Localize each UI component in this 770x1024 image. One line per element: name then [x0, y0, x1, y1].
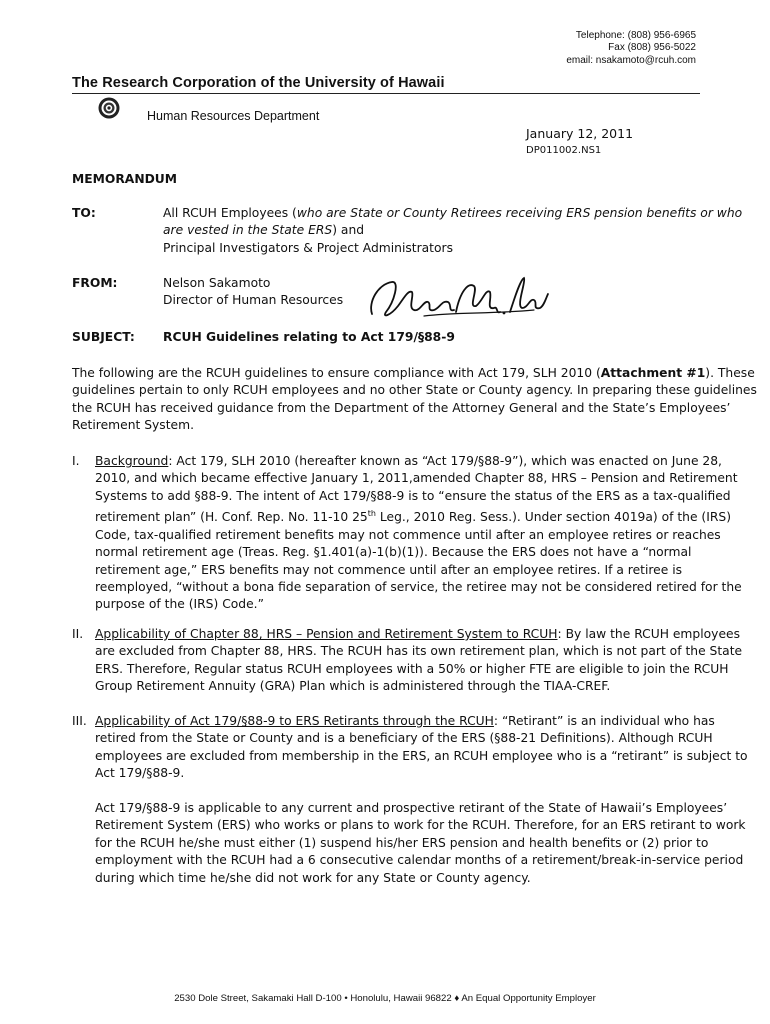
from-name: Nelson Sakamoto [163, 276, 271, 290]
from-title: Director of Human Resources [163, 293, 344, 308]
subject-text: RCUH Guidelines relating to Act 179/§88-9 [163, 330, 455, 344]
signature [364, 272, 550, 324]
section-line: Code, tax-qualified retirement benefits may not commence until after an employee retires or reaches [95, 527, 721, 542]
section-line: ERS. Therefore, Regular status RCUH employees with a 50% or higher FTE are eligible to join the RCUH [95, 661, 729, 676]
section-line: employees are excluded from membership in the ERS, an RCUH employee who is a “retirant” is subject to [95, 748, 748, 763]
section-text [95, 713, 748, 887]
section-line: retired from the State or County and is a beneficiary of the ERS (§88-21 Definitions). Although RCUH [95, 731, 713, 746]
to-line2-a: are vested in the State ERS [163, 223, 333, 238]
section-line: purpose of the (IRS) Code.” [95, 597, 264, 612]
section-line: reemployed, “without a bona fide separation of service, the retiree may not be considered retired for the [95, 579, 742, 594]
section-heading: Applicability of Chapter 88, HRS – Pension and Retirement System to RCUH [95, 627, 558, 641]
to-line2-b: ) and [332, 223, 365, 238]
memo-date: January 12, 2011 [526, 126, 634, 141]
section-heading: Background [95, 454, 169, 468]
section-number: II. [72, 627, 84, 641]
section-line: Leg., 2010 Reg. Sess.). Under section 4019a) of the (IRS) [375, 510, 732, 525]
section-line: Retirement System (ERS) who works or plans to work for the RCUH. Therefore, for an ERS retirant to work [95, 818, 746, 833]
fax: Fax (808) 956-5022 [608, 42, 696, 54]
section-line: 2010, and which became effective January 1, 2011,amended Chapter 88, HRS – Pension and Retirement [95, 471, 738, 486]
email: email: nsakamoto@rcuh.com [566, 54, 696, 66]
to-label: TO: [72, 206, 96, 220]
section-heading: Applicability of Act 179/§88-9 to ERS Retirants through the RCUH [95, 714, 494, 728]
section-line: : “Retirant” is an individual who has [493, 714, 715, 728]
ordinal-suffix: th [367, 509, 376, 519]
reference-number: DP011002.NS1 [526, 145, 602, 156]
memo-heading: MEMORANDUM [72, 172, 178, 186]
section-line: Act 179/§88-9. [95, 766, 185, 781]
department: Human Resources Department [147, 109, 320, 123]
section-line: Systems to add §88-9. The intent of Act 179/§88-9 is to “ensure the status of the ERS as a tax-qualified [95, 488, 731, 503]
contact-block [566, 30, 696, 67]
section-line: normal retirement age (Treas. Reg. §1.401(a)-1(b)(1)). Because the ERS does not have a “normal [95, 545, 692, 560]
section-line: retirement age,” ERS benefits may not commence until after an employee retires. If a retiree is [95, 562, 683, 577]
to-line1-b: who are State or County Retirees receiving ERS pension benefits or who [296, 206, 743, 220]
intro-paragraph [72, 365, 757, 435]
section-line: for the RCUH he/she must either (1) suspend his/her ERS pension and health benefits or (2) prior to [95, 835, 709, 850]
to-line1-a: All RCUH Employees ( [163, 206, 297, 220]
section-line: : Act 179, SLH 2010 (hereafter known as “Act 179/§88-9”), which was enacted on June 28, [168, 454, 722, 468]
intro-line: ). These [705, 366, 755, 380]
from-label: FROM: [72, 276, 118, 290]
footer-address: 2530 Dole Street, Sakamaki Hall D-100 • Honolulu, Hawaii 96822 ♦ An Equal Opportunity Employer [174, 993, 596, 1004]
section-line: Group Retirement Annuity (GRA) Plan which is administered through the TIAA-CREF. [95, 679, 611, 694]
section-line: employment with the RCUH had a 6 consecutive calendar months of a retirement/break-in-service period [95, 853, 744, 868]
section-line: during which time he/she did not work for any State or County agency. [95, 870, 531, 885]
section-line: are excluded from Chapter 88, HRS. The RCUH has its own retirement plan, which is not part of the State [95, 644, 743, 659]
intro-line: Retirement System. [72, 418, 194, 433]
attachment-ref: Attachment #1 [600, 366, 706, 380]
to-recipients [163, 205, 743, 257]
intro-line: guidelines pertain to only RCUH employees and no other State or County agency. In preparing these guidelines [72, 383, 757, 398]
to-line3: Principal Investigators & Project Administrators [163, 240, 453, 255]
section-number: I. [72, 454, 80, 468]
section-line: retirement plan” (H. Conf. Rep. No. 11-10 25 [95, 510, 368, 525]
section-text [95, 626, 743, 696]
section-number: III. [72, 714, 87, 728]
header-divider [72, 93, 700, 94]
telephone: Telephone: (808) 956-6965 [575, 30, 696, 41]
organization-name: The Research Corporation of the University of Hawaii [72, 75, 445, 91]
section-line: Act 179/§88-9 is applicable to any current and prospective retirant of the State of Hawaii’s Employees’ [95, 801, 728, 816]
subject-label: SUBJECT: [72, 330, 135, 344]
section-text [95, 453, 742, 614]
intro-line: The following are the RCUH guidelines to ensure compliance with Act 179, SLH 2010 ( [72, 366, 601, 380]
section-line: : By law the RCUH employees [557, 627, 740, 641]
intro-line: the RCUH has received guidance from the Department of the Attorney General and the State’s Employees’ [72, 400, 731, 415]
seal-logo [98, 97, 120, 119]
